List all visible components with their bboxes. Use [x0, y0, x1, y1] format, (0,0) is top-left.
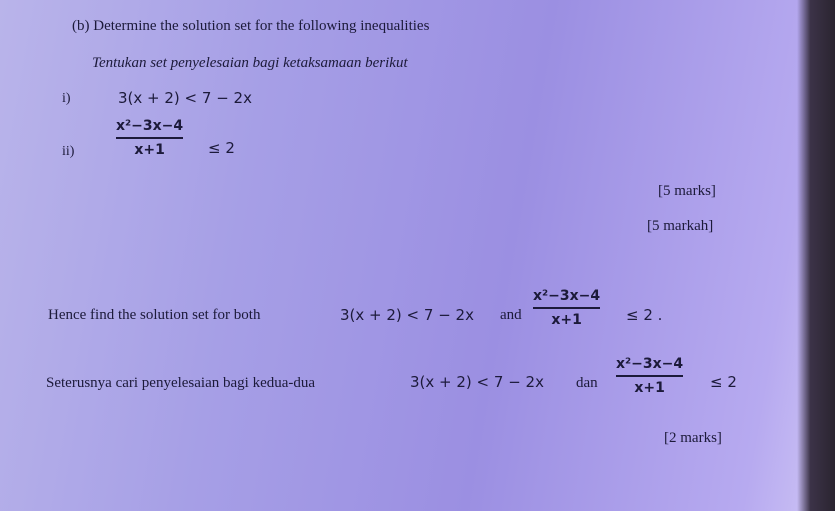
seterusnya-rhs: ≤ 2 — [710, 373, 737, 391]
hence-conjunction: and — [500, 307, 522, 323]
question-heading-malay: Tentukan set penyelesaian bagi ketaksamaan berikut — [92, 55, 408, 71]
fraction-bar — [533, 307, 600, 309]
fraction-denominator: x+1 — [551, 311, 582, 328]
markah-label: [5 markah] — [647, 218, 714, 234]
fraction-denominator: x+1 — [634, 379, 665, 396]
fraction-bar — [616, 375, 683, 377]
item-ii-fraction — [116, 118, 183, 158]
page-edge-shadow — [797, 0, 835, 511]
fraction-numerator: x²−3x−4 — [533, 288, 601, 304]
final-marks-label: [2 marks] — [664, 430, 722, 446]
fraction-denominator: x+1 — [134, 141, 165, 158]
item-ii-rhs: ≤ 2 — [208, 139, 235, 157]
fraction-bar — [116, 137, 183, 139]
hence-rhs: ≤ 2 . — [626, 306, 663, 324]
hence-expression: 3(x + 2) < 7 − 2x — [340, 306, 474, 324]
seterusnya-text: Seterusnya cari penyelesaian bagi kedua-dua — [46, 375, 316, 391]
item-i-label: i) — [62, 91, 71, 106]
seterusnya-fraction — [616, 356, 683, 396]
fraction-numerator: x²−3x−4 — [616, 356, 684, 372]
seterusnya-conjunction: dan — [576, 375, 598, 391]
question-heading: (b) Determine the solution set for the following inequalities — [72, 18, 430, 34]
seterusnya-expression: 3(x + 2) < 7 − 2x — [410, 373, 544, 391]
item-ii-label: ii) — [62, 144, 75, 159]
item-i-expression: 3(x + 2) < 7 − 2x — [118, 89, 252, 107]
hence-text: Hence find the solution set for both — [48, 307, 261, 323]
marks-label: [5 marks] — [658, 183, 716, 199]
fraction-numerator: x²−3x−4 — [116, 118, 184, 134]
hence-fraction — [533, 288, 600, 328]
